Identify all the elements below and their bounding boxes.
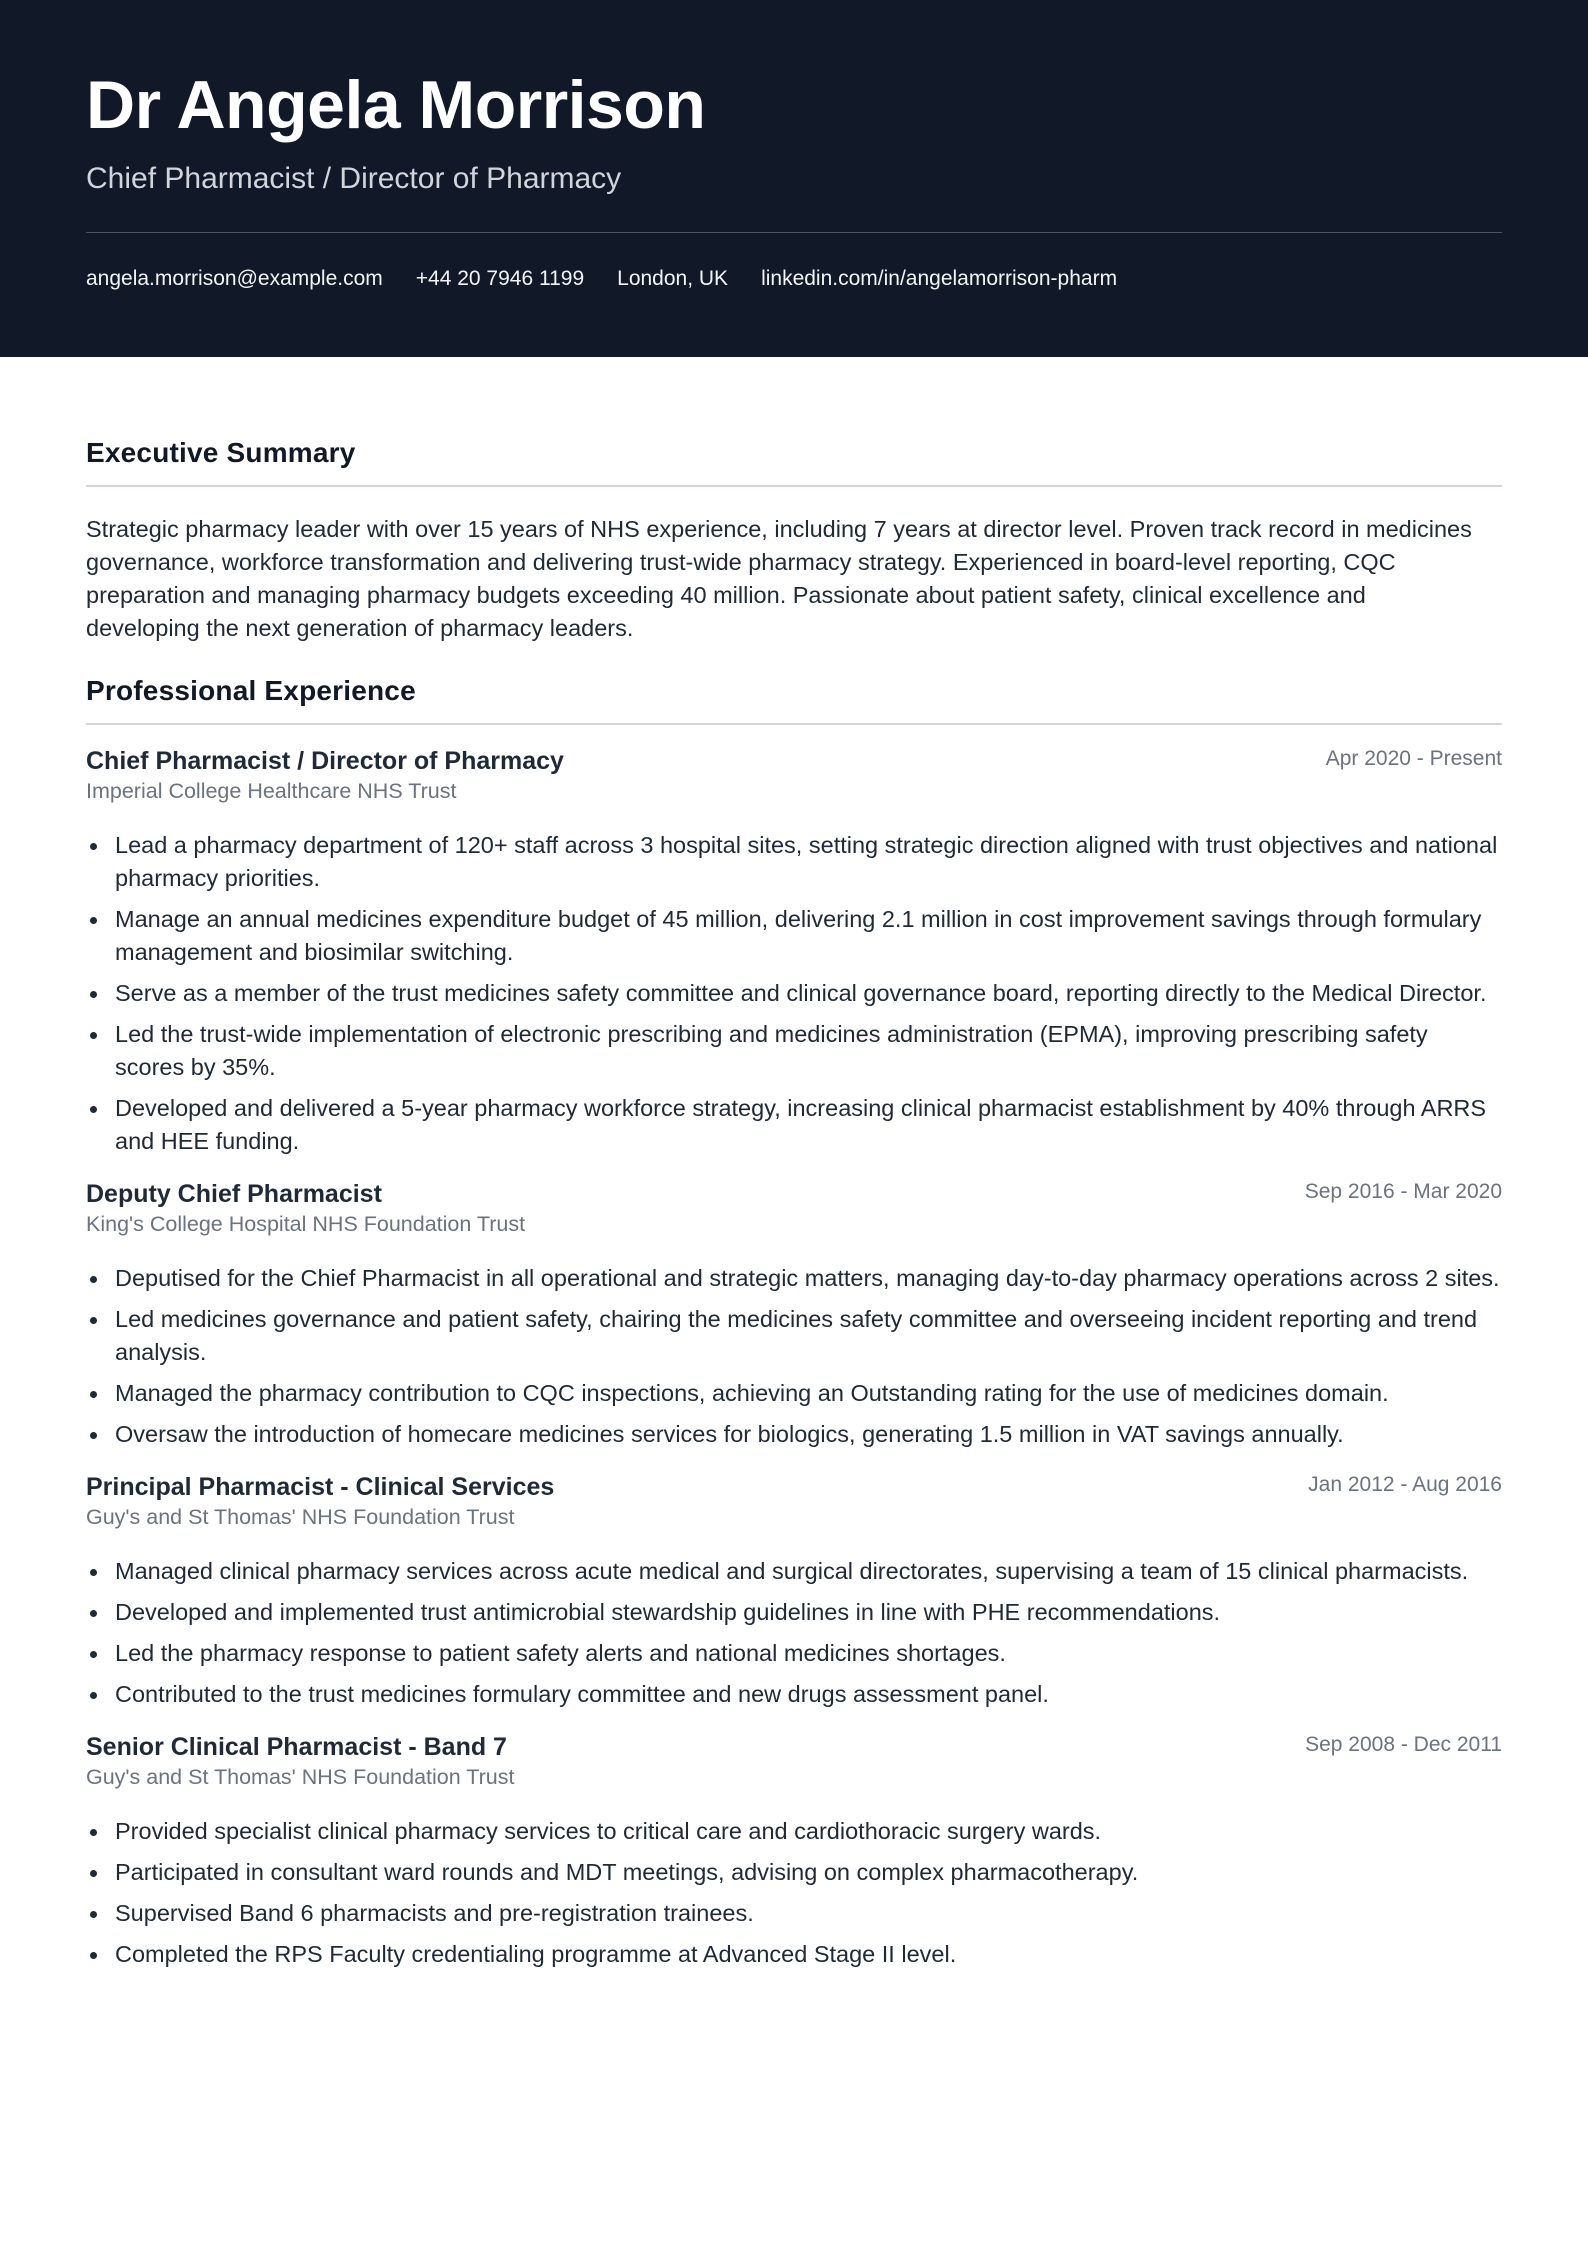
bullet-item: Developed and implemented trust antimicrobial stewardship guidelines in line with PHE recommendations.	[86, 1596, 1502, 1629]
job-bullets	[86, 1555, 1502, 1711]
job-organisation: Guy's and St Thomas' NHS Foundation Trust	[86, 1765, 515, 1789]
resume-body	[0, 357, 1588, 1971]
experience-section	[86, 673, 1502, 1971]
job-entry	[86, 1731, 1502, 1971]
section-divider	[86, 485, 1502, 487]
job-organisation: Guy's and St Thomas' NHS Foundation Trust	[86, 1505, 515, 1529]
contact-row	[86, 265, 1502, 293]
job-dates: Sep 2016 - Mar 2020	[1304, 1180, 1502, 1203]
job-title: Senior Clinical Pharmacist - Band 7	[86, 1733, 507, 1761]
contact-email: angela.morrison@example.com	[86, 267, 383, 290]
contact-phone: +44 20 7946 1199	[415, 267, 585, 290]
job-bullets	[86, 1815, 1502, 1971]
job-title: Deputy Chief Pharmacist	[86, 1180, 382, 1208]
job-header	[86, 745, 1502, 777]
job-title: Principal Pharmacist - Clinical Services	[86, 1473, 555, 1501]
job-bullets	[86, 1262, 1502, 1451]
candidate-title: Chief Pharmacist / Director of Pharmacy	[86, 162, 622, 195]
bullet-item: Led the pharmacy response to patient safety alerts and national medicines shortages.	[86, 1637, 1502, 1670]
bullet-item: Managed clinical pharmacy services across acute medical and surgical directorates, supervising a team of 15 clinical pharmacists.	[86, 1555, 1502, 1588]
bullet-item: Deputised for the Chief Pharmacist in all operational and strategic matters, managing day-to-day pharmacy operations across 2 sites.	[86, 1262, 1502, 1295]
job-header	[86, 1178, 1502, 1210]
resume-header	[0, 0, 1588, 357]
bullet-item: Serve as a member of the trust medicines safety committee and clinical governance board, reporting directly to the Medical Director.	[86, 977, 1502, 1010]
bullet-item: Contributed to the trust medicines formulary committee and new drugs assessment panel.	[86, 1678, 1502, 1711]
job-organisation: King's College Hospital NHS Foundation Trust	[86, 1212, 526, 1236]
bullet-item: Participated in consultant ward rounds and MDT meetings, advising on complex pharmacotherapy.	[86, 1856, 1502, 1889]
bullet-item: Lead a pharmacy department of 120+ staff across 3 hospital sites, setting strategic direction aligned with trust objectives and national pharmacy priorities.	[86, 829, 1502, 895]
bullet-item: Oversaw the introduction of homecare medicines services for biologics, generating 1.5 million in VAT savings annually.	[86, 1418, 1502, 1451]
job-entry	[86, 1471, 1502, 1711]
bullet-item: Supervised Band 6 pharmacists and pre-registration trainees.	[86, 1897, 1502, 1930]
section-heading: Professional Experience	[86, 675, 416, 706]
job-dates: Apr 2020 - Present	[1325, 747, 1502, 770]
summary-section	[86, 435, 1502, 645]
job-organisation: Imperial College Healthcare NHS Trust	[86, 779, 457, 803]
job-entry	[86, 745, 1502, 1158]
summary-text: Strategic pharmacy leader with over 15 years of NHS experience, including 7 years at director level. Proven track record in medicines governance, workforce transformation and delivering trust-wide pharmacy strategy. Experienced in board-level reporting, CQC preparation and managing pharmacy budgets exceeding 40 million. Passionate about patient safety, clinical excellence and developing the next generation of pharmacy leaders.	[86, 516, 1472, 641]
bullet-item: Manage an annual medicines expenditure budget of 45 million, delivering 2.1 million in cost improvement savings through formulary management and biosimilar switching.	[86, 903, 1502, 969]
job-dates: Jan 2012 - Aug 2016	[1308, 1473, 1502, 1496]
candidate-name: Dr Angela Morrison	[86, 67, 706, 143]
bullet-item: Developed and delivered a 5-year pharmacy workforce strategy, increasing clinical pharmacist establishment by 40% through ARRS and HEE funding.	[86, 1092, 1502, 1158]
job-dates: Sep 2008 - Dec 2011	[1305, 1733, 1502, 1756]
header-divider	[86, 232, 1502, 233]
bullet-item: Led medicines governance and patient safety, chairing the medicines safety committee and overseeing incident reporting and trend analysis.	[86, 1303, 1502, 1369]
bullet-item: Led the trust-wide implementation of electronic prescribing and medicines administration (EPMA), improving prescribing safety scores by 35%.	[86, 1018, 1502, 1084]
job-header	[86, 1731, 1502, 1763]
job-header	[86, 1471, 1502, 1503]
section-heading: Executive Summary	[86, 437, 356, 468]
job-title: Chief Pharmacist / Director of Pharmacy	[86, 747, 564, 775]
section-divider	[86, 723, 1502, 725]
bullet-item: Managed the pharmacy contribution to CQC inspections, achieving an Outstanding rating for the use of medicines domain.	[86, 1377, 1502, 1410]
job-bullets	[86, 829, 1502, 1158]
contact-linkedin: linkedin.com/in/angelamorrison-pharm	[761, 267, 1118, 290]
contact-location: London, UK	[617, 267, 729, 290]
job-entry	[86, 1178, 1502, 1451]
bullet-item: Completed the RPS Faculty credentialing programme at Advanced Stage II level.	[86, 1938, 1502, 1971]
bullet-item: Provided specialist clinical pharmacy services to critical care and cardiothoracic surgery wards.	[86, 1815, 1502, 1848]
